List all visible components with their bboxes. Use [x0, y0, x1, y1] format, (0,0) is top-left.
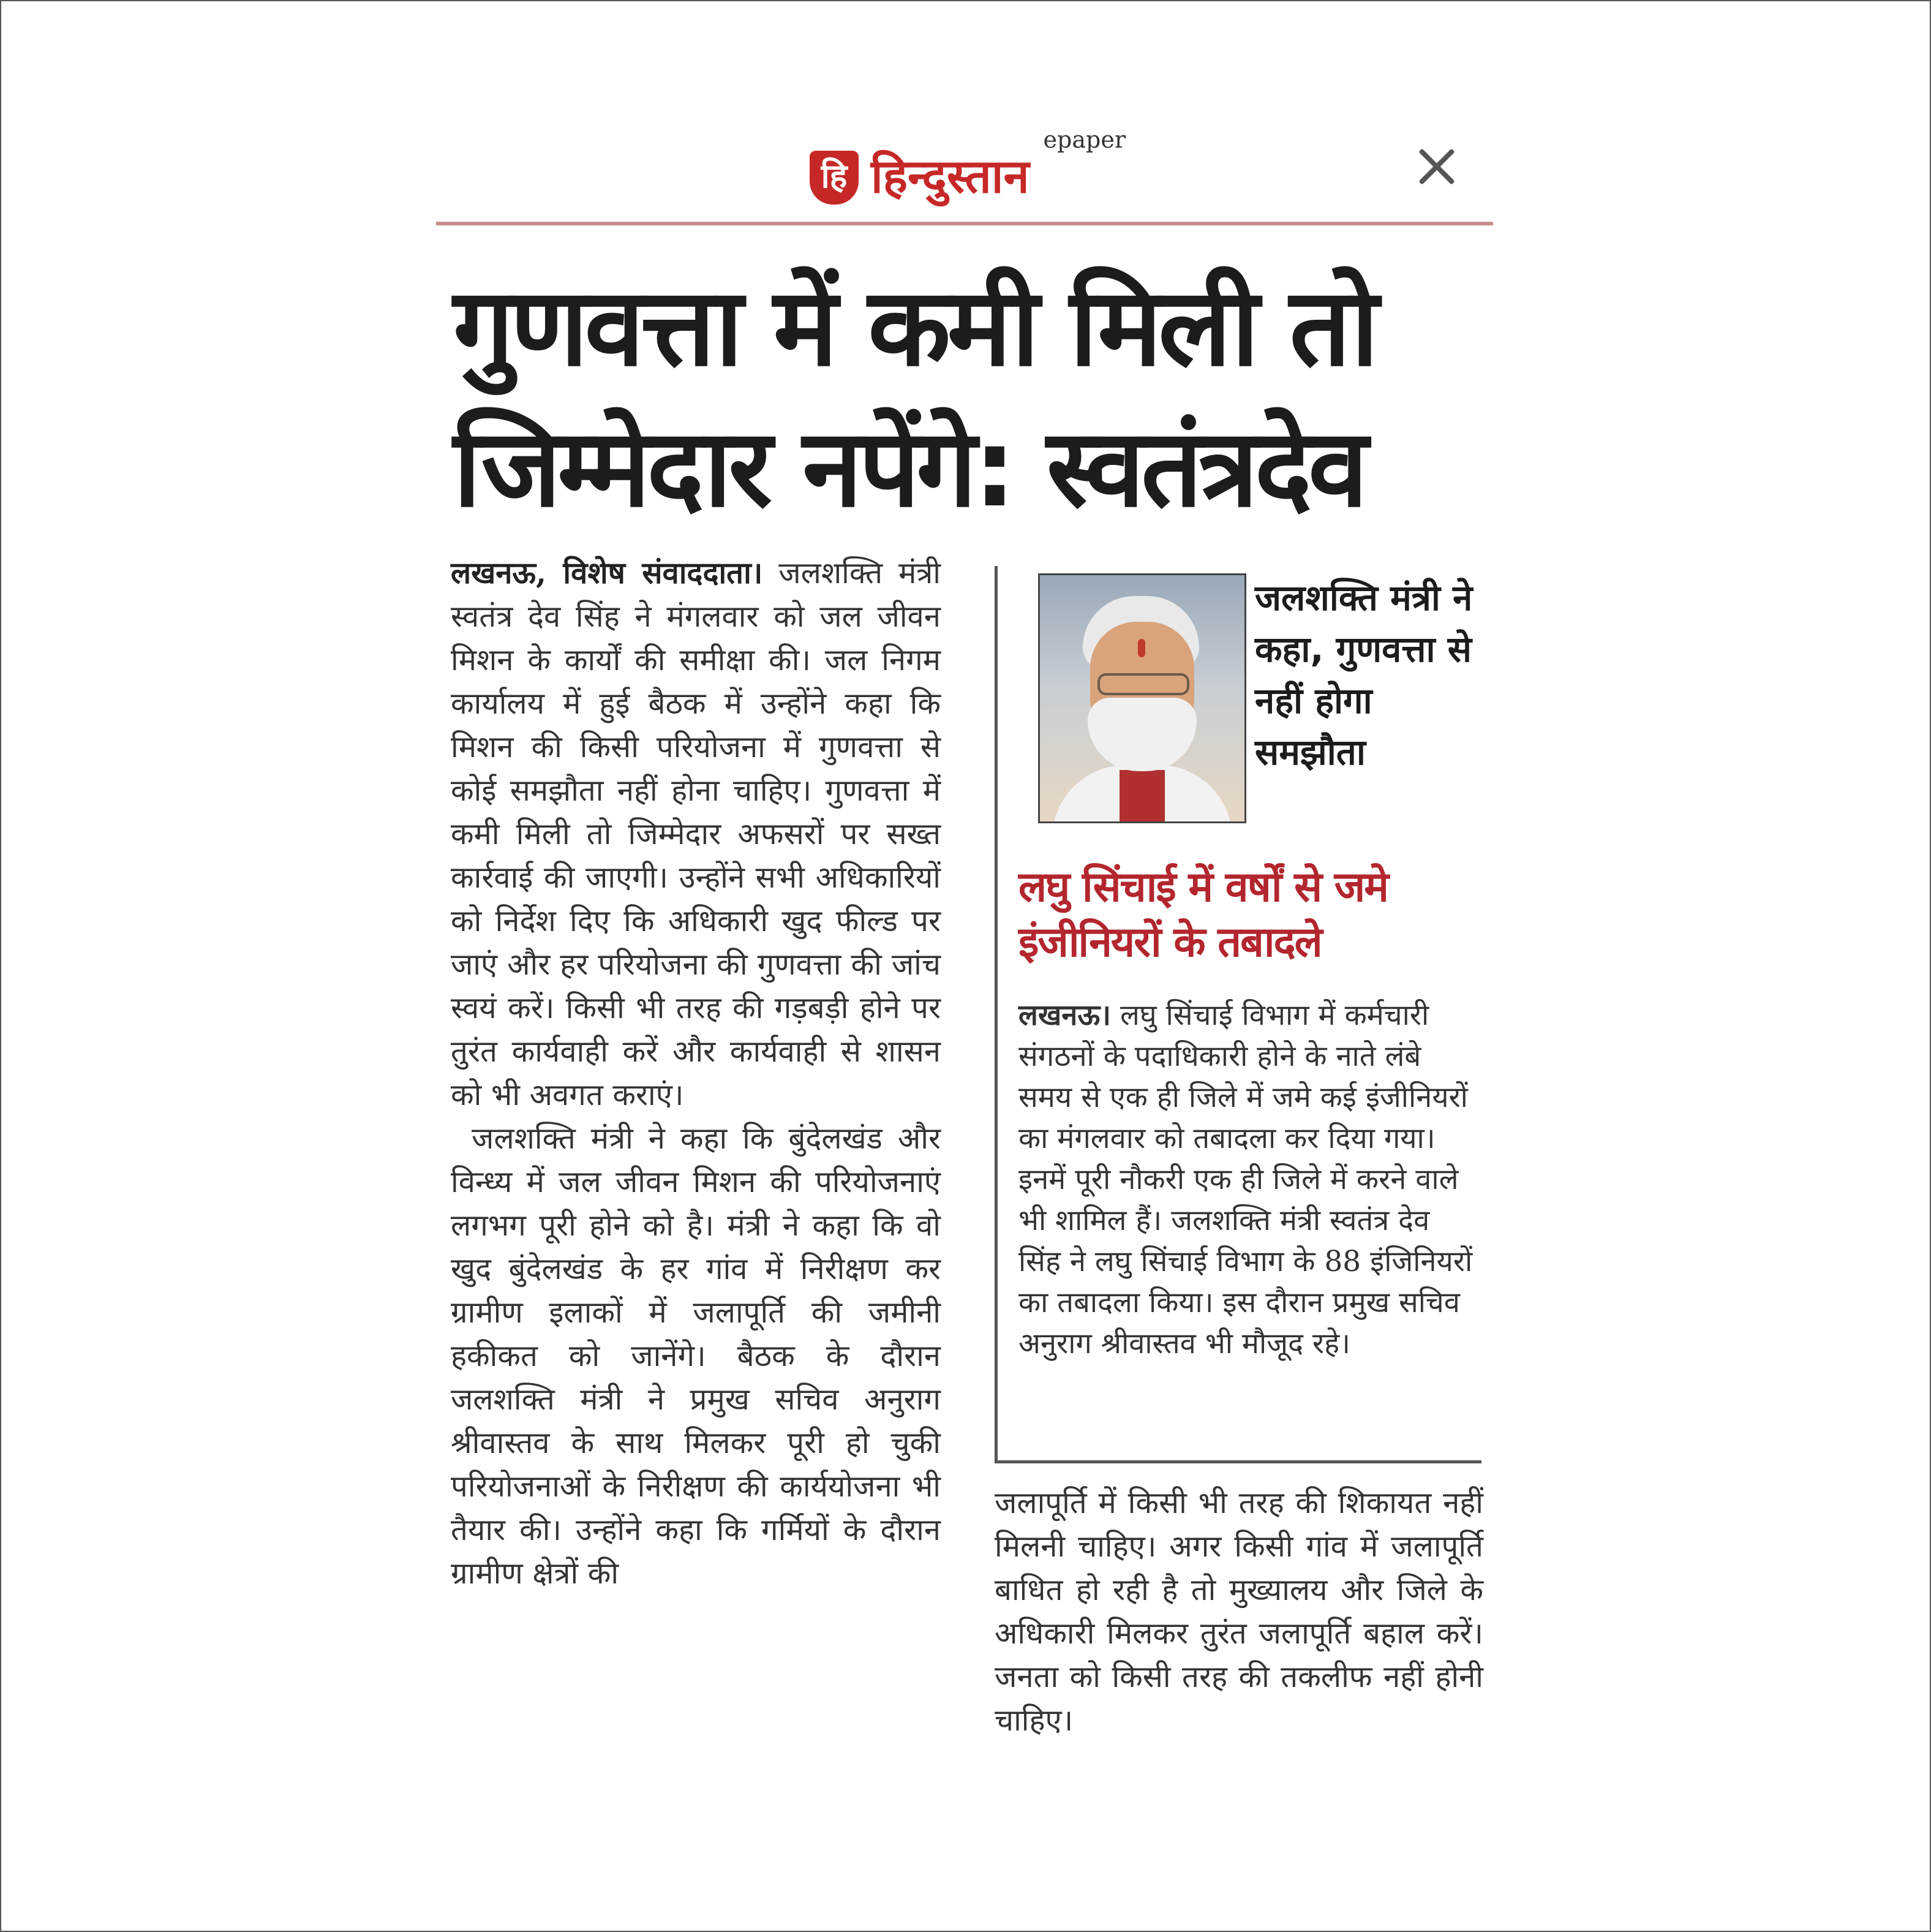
sub-dateline: लखनऊ।	[1018, 998, 1112, 1032]
paragraph-1-text: जलशक्ति मंत्री स्वतंत्र देव सिंह ने मंगलवार को जल जीवन मिशन के कार्यों की समीक्षा की। जल निगम कार्यालय में हुई बैठक में उन्होंने कहा कि मिशन की किसी परियोजना में गुणवत्ता से कोई समझौता नहीं होना चाहिए। गुणवत्ता में कमी मिली तो जिम्मेदार अफसरों पर सख्त कार्रवाई की जाएगी। उन्होंने सभी अधिकारियों को निर्देश दिए कि अधिकारी खुद फील्ड पर जाएं और हर परियोजना की गुणवत्ता की जांच स्वयं करें। किसी भी तरह की गड़बड़ी होने पर तुरंत कार्यवाही करें और कार्यवाही से शासन को भी अवगत कराएं।	[451, 556, 941, 1112]
article-continuation	[995, 1481, 1483, 1742]
sidebar-box	[995, 566, 1481, 1463]
headline-line-2: जिम्मेदार नपेंगे: स्वतंत्रदेव	[453, 406, 1364, 531]
brand-tag: epaper	[1043, 126, 1126, 153]
sub-body-text: लघु सिंचाई विभाग में कर्मचारी संगठनों के पदाधिकारी होने के नाते लंबे समय से एक ही जिले में जमे कई इंजीनियरों का मंगलवार को तबादला कर दिया गया। इनमें पूरी नौकरी एक ही जिले में करने वाले भी शामिल हैं। जलशक्ति मंत्री स्वतंत्र देव सिंह ने लघु सिंचाई विभाग के 88 इंजिनियरों का तबादला किया। इस दौरान प्रमुख सचिव अनुराग श्रीवास्तव भी मौजूद रहे।	[1018, 998, 1473, 1360]
pull-quote: जलशक्ति मंत्री ने कहा, गुणवत्ता से नहीं होगा समझौता	[1255, 577, 1473, 773]
article-body-left	[451, 551, 941, 1595]
headline-line-1: गुणवत्ता में कमी मिली तो	[453, 265, 1376, 390]
article-headline	[453, 257, 1488, 539]
close-icon[interactable]	[1412, 142, 1461, 191]
hindustan-logo-icon: हि	[810, 151, 859, 205]
continuation-text: जलापूर्ति में किसी भी तरह की शिकायत नहीं मिलनी चाहिए। अगर किसी गांव में जलापूर्ति बाधित हो रही है तो मुख्यालय और जिले के अधिकारी मिलकर तुरंत जलापूर्ति बहाल करें। जनता को किसी तरह की तकलीफ नहीं होनी चाहिए।	[995, 1485, 1483, 1738]
header-divider	[436, 222, 1493, 225]
article-paragraph-1	[451, 551, 941, 1117]
brand-logo	[807, 126, 1126, 208]
article-paragraph-2: जलशक्ति मंत्री ने कहा कि बुंदेलखंड और विन्ध्य में जल जीवन मिशन की परियोजनाएं लगभग पूरी होने को है। मंत्री ने कहा कि वो खुद बुंदेलखंड के हर गांव में निरीक्षण कर ग्रामीण इलाकों में जलापूर्ति की जमीनी हकीकत को जानेंगे। बैठक के दौरान जलशक्ति मंत्री ने प्रमुख सचिव अनुराग श्रीवास्तव के साथ मिलकर पूरी हो चुकी परियोजनाओं के निरीक्षण की कार्ययोजना भी तैयार की। उन्होंने कहा कि गर्मियों के दौरान ग्रामीण क्षेत्रों की	[451, 1121, 941, 1591]
article-dateline: लखनऊ, विशेष संवाददाता।	[451, 555, 763, 591]
sub-article-body	[1018, 995, 1478, 1364]
brand-name: हिन्दुस्तान	[871, 149, 1029, 203]
sub-headline: लघु सिंचाई में वर्षों से जमे इंजीनियरों के तबादले	[1018, 863, 1388, 967]
minister-photo	[1038, 573, 1246, 823]
